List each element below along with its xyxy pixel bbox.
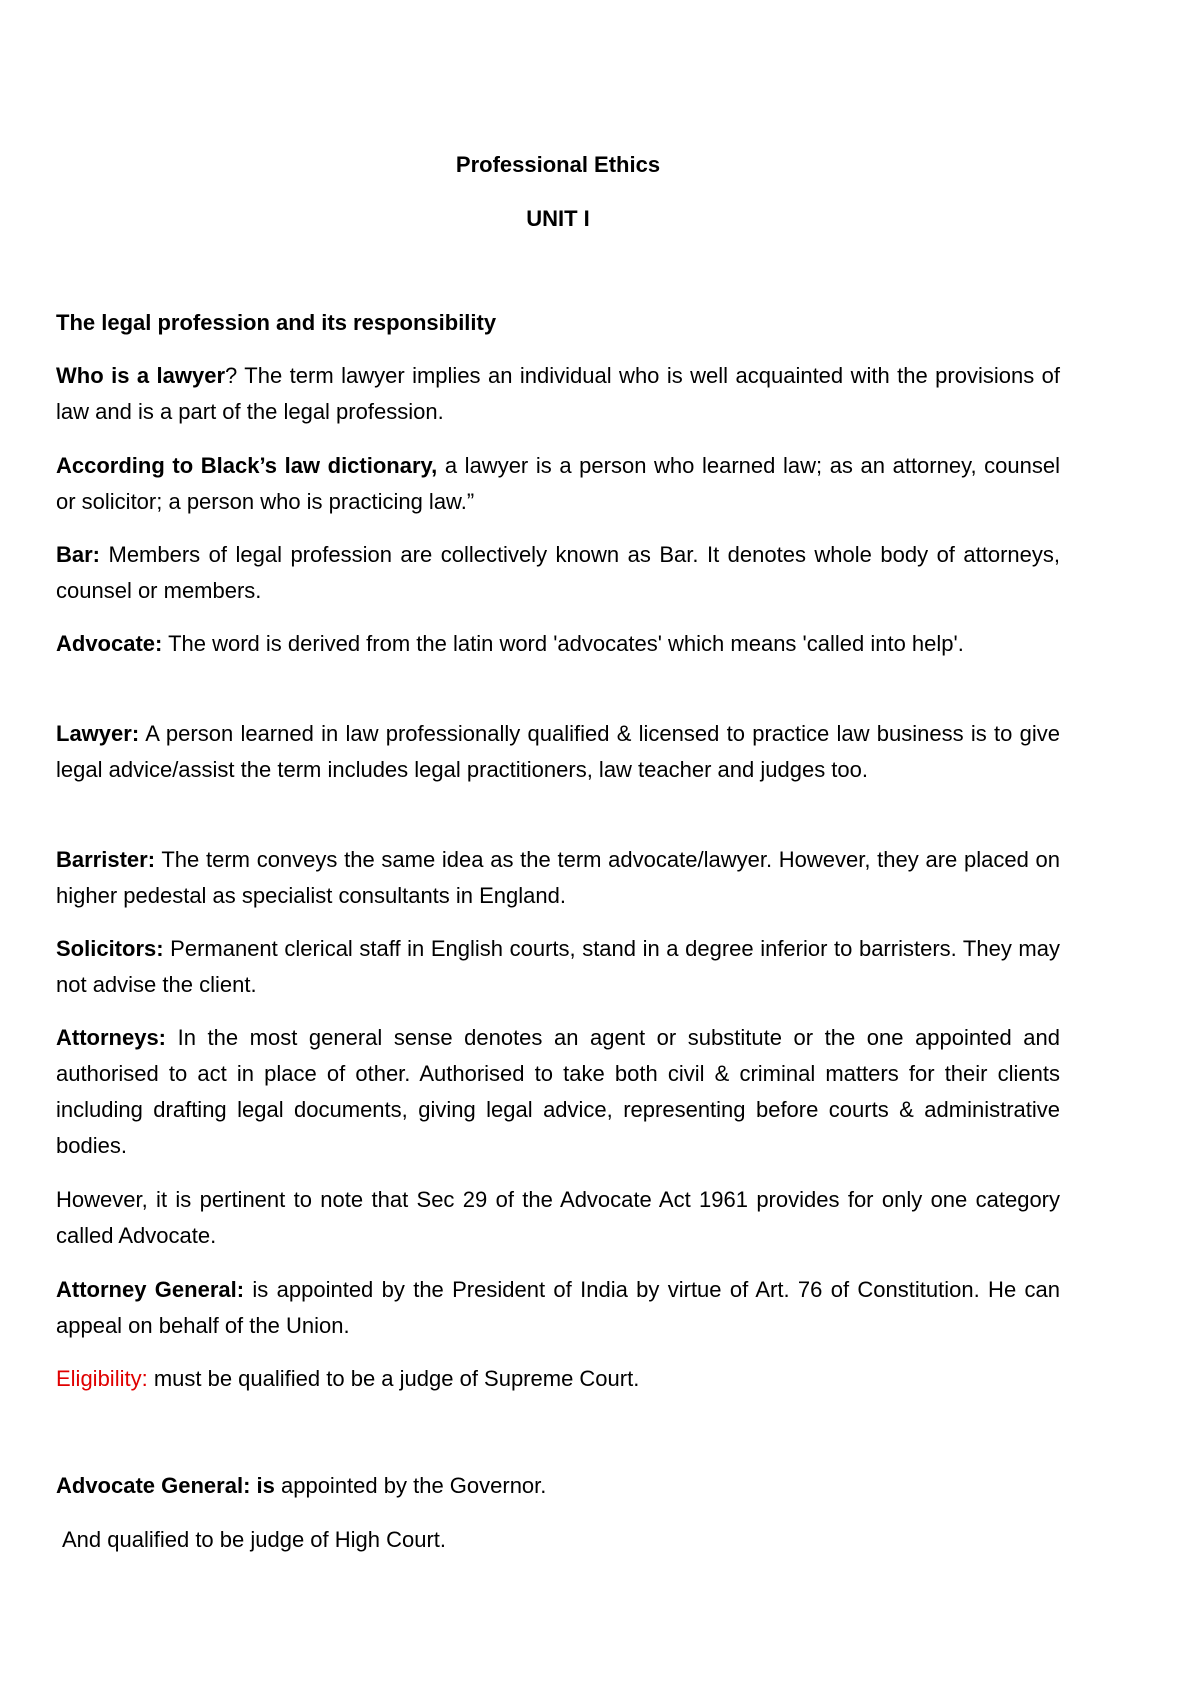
- paragraph-attorneys: [56, 1020, 1060, 1164]
- term-barrister: Barrister:: [56, 847, 156, 872]
- term-advocate-general: Advocate General: is: [56, 1473, 275, 1498]
- term-advocate: Advocate:: [56, 631, 163, 656]
- text-high-court: And qualified to be judge of High Court.: [62, 1527, 447, 1552]
- paragraph-advocate: [56, 626, 1060, 662]
- text-blacks-law: a lawyer is a person who learned law; as an attorney, counsel or solicitor; a person who is practicing law.”: [56, 453, 1060, 514]
- text-eligibility: must be qualified to be a judge of Supreme Court.: [147, 1366, 640, 1391]
- paragraph-who-is-lawyer: [56, 358, 1060, 430]
- term-eligibility: Eligibility:: [56, 1366, 148, 1391]
- term-lawyer: Lawyer:: [56, 721, 140, 746]
- text-barrister: The term conveys the same idea as the term advocate/lawyer. However, they are placed on higher pedestal as specialist consultants in England.: [56, 847, 1060, 908]
- term-blacks-law: According to Black’s law dictionary,: [56, 453, 438, 478]
- paragraph-eligibility: [56, 1361, 1060, 1397]
- paragraph-bar: [56, 537, 1060, 609]
- paragraph-barrister: [56, 842, 1060, 914]
- text-lawyer: A person learned in law professionally qualified & licensed to practice law business is to give legal advice/assist the term includes legal practitioners, law teacher and judges too.: [56, 721, 1060, 782]
- term-bar: Bar:: [56, 542, 101, 567]
- paragraph-attorney-general: [56, 1272, 1060, 1344]
- term-solicitors: Solicitors:: [56, 936, 164, 961]
- term-attorneys: Attorneys:: [56, 1025, 167, 1050]
- text-bar: Members of legal profession are collectively known as Bar. It denotes whole body of attorneys, counsel or members.: [56, 542, 1060, 603]
- section-heading: The legal profession and its responsibility: [56, 310, 497, 335]
- paragraph-high-court: [62, 1522, 1066, 1558]
- term-who-is-lawyer: Who is a lawyer: [56, 363, 226, 388]
- paragraph-advocate-general: [56, 1468, 1060, 1504]
- unit-label: UNIT I: [526, 206, 590, 231]
- paragraph-solicitors: [56, 931, 1060, 1003]
- term-attorney-general: Attorney General:: [56, 1277, 245, 1302]
- text-solicitors: Permanent clerical staff in English courts, stand in a degree inferior to barristers. They may not advise the client.: [56, 936, 1060, 997]
- text-advocate-general: appointed by the Governor.: [274, 1473, 547, 1498]
- paragraph-blacks-law: [56, 448, 1060, 520]
- paragraph-lawyer: [56, 716, 1060, 788]
- text-advocate: The word is derived from the latin word 'advocates' which means 'called into help'.: [162, 631, 964, 656]
- text-attorney-general: is appointed by the President of India by virtue of Art. 76 of Constitution. He can appeal on behalf of the Union.: [56, 1277, 1060, 1338]
- text-attorneys: In the most general sense denotes an agent or substitute or the one appointed and authorised to act in place of other. Authorised to take both civil & criminal matters for their clients including drafting legal documents, giving legal advice, representing before courts & administrative bodies.: [56, 1025, 1060, 1158]
- paragraph-sec-29: [56, 1182, 1060, 1254]
- text-sec-29: However, it is pertinent to note that Sec 29 of the Advocate Act 1961 provides for only one category called Advocate.: [56, 1187, 1060, 1248]
- document-title: Professional Ethics: [455, 152, 661, 177]
- text-who-is-lawyer: ? The term lawyer implies an individual who is well acquainted with the provisions of law and is a part of the legal profession.: [56, 363, 1060, 424]
